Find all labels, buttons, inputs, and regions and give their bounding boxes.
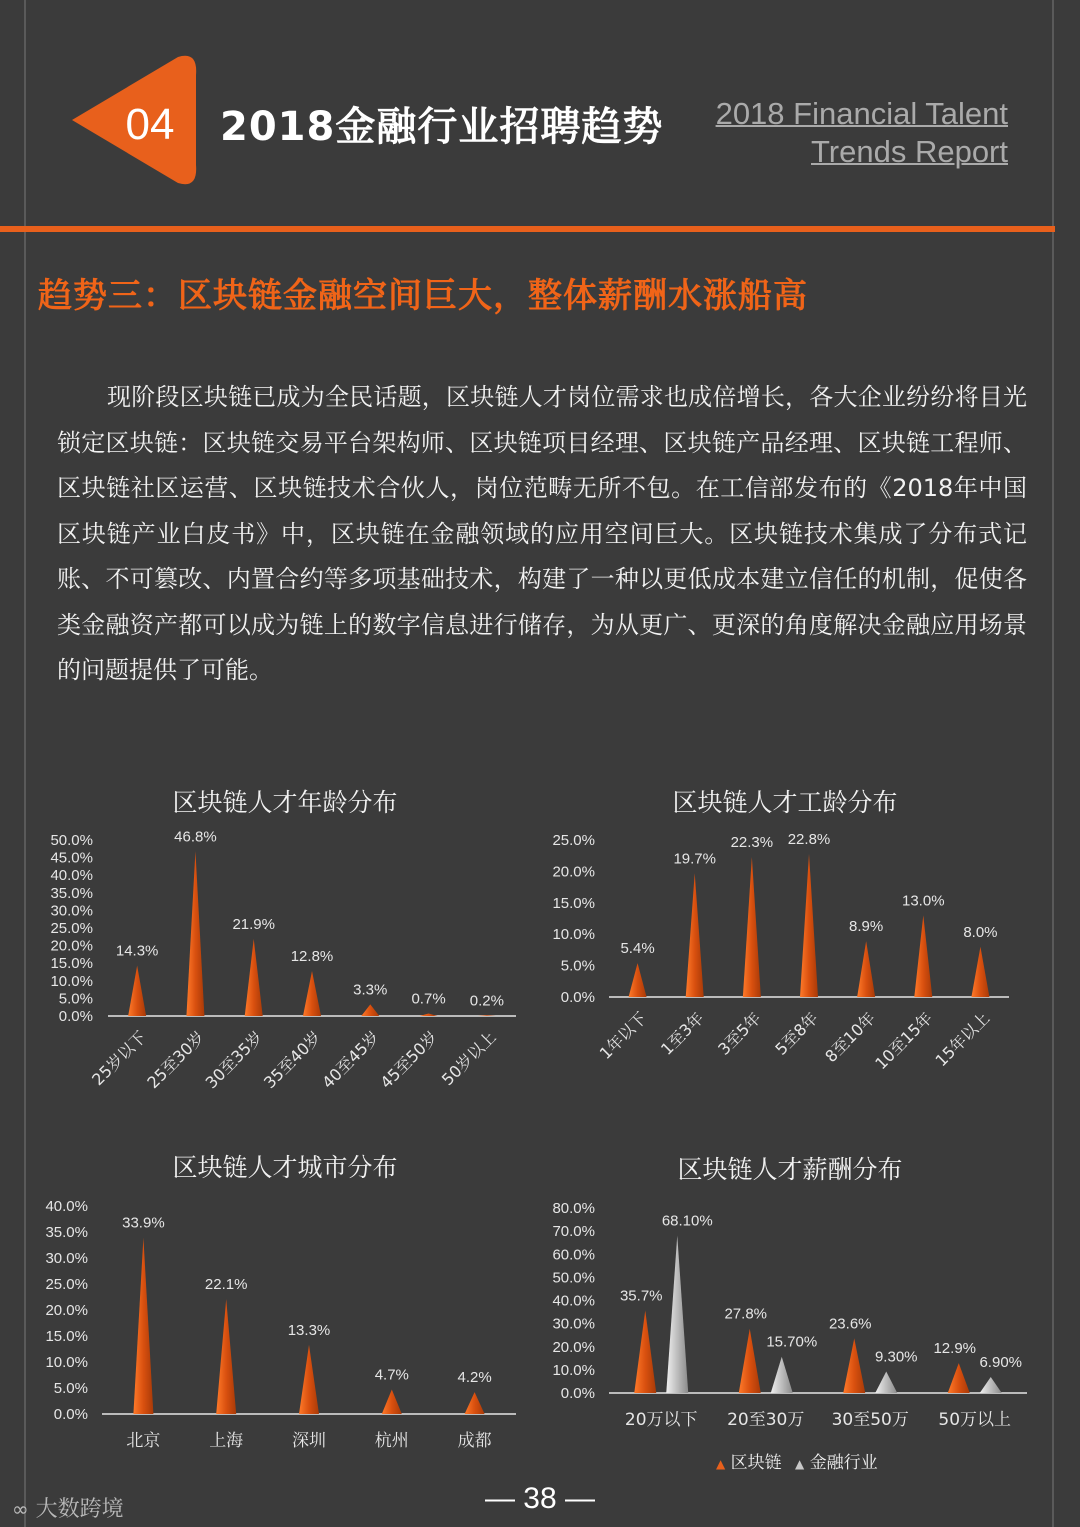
legend-marker-finance: ▲ (795, 1457, 805, 1471)
category-label: 1至3年 (657, 1008, 708, 1059)
y-tick-label: 0.0% (53, 1406, 88, 1423)
legend-marker-blockchain: ▲ (716, 1457, 726, 1471)
y-tick-label: 10.0% (45, 1354, 88, 1371)
bar (686, 873, 704, 997)
data-label: 68.10% (661, 1212, 713, 1230)
chart-city (30, 1190, 530, 1460)
category-label: 杭州 (374, 1431, 409, 1451)
bar (971, 947, 989, 997)
page-title-english (716, 95, 1008, 171)
y-tick-label: 15.0% (552, 894, 595, 912)
y-tick-label: 25.0% (552, 832, 595, 849)
bar (216, 1299, 236, 1414)
watermark (12, 1492, 124, 1523)
category-label: 35至40岁 (259, 1027, 325, 1093)
data-label: 8.9% (849, 918, 884, 936)
data-label: 4.2% (457, 1369, 492, 1387)
y-tick-label: 5.0% (560, 957, 595, 975)
data-label: 0.7% (411, 990, 446, 1008)
bar (743, 857, 761, 997)
bar-blockchain (948, 1363, 970, 1393)
data-label: 12.8% (290, 947, 334, 965)
y-tick-label: 25.0% (50, 920, 93, 937)
y-tick-label: 0.0% (560, 989, 595, 1006)
y-tick-label: 80.0% (552, 1200, 595, 1217)
data-label: 19.7% (673, 850, 716, 868)
bar (800, 854, 818, 997)
category-label: 20万以下 (624, 1410, 698, 1430)
data-label: 6.90% (979, 1354, 1023, 1372)
category-label: 5至8年 (771, 1008, 822, 1059)
y-tick-label: 20.0% (50, 937, 93, 955)
bar-finance (771, 1357, 793, 1393)
category-label: 15年以上 (931, 1008, 994, 1071)
y-tick-label: 30.0% (552, 1315, 595, 1333)
y-tick-label: 50.0% (552, 1269, 595, 1287)
category-label: 1年以下 (595, 1008, 651, 1063)
y-tick-label: 10.0% (552, 1361, 595, 1379)
category-label: 上海 (209, 1431, 244, 1451)
y-tick-label: 20.0% (552, 1338, 595, 1356)
category-label: 25岁以下 (88, 1027, 150, 1090)
data-label: 9.30% (874, 1348, 918, 1366)
data-label: 3.3% (353, 981, 388, 999)
category-label: 45至50岁 (376, 1027, 442, 1093)
category-label: 8至10年 (821, 1008, 879, 1067)
data-label: 35.7% (619, 1287, 663, 1305)
bar (245, 939, 263, 1016)
y-tick-label: 15.0% (50, 955, 93, 973)
data-label: 13.3% (287, 1321, 331, 1339)
bar (914, 915, 932, 997)
category-label: 50万以上 (938, 1410, 1012, 1430)
y-tick-label: 40.0% (50, 867, 93, 885)
bar (299, 1345, 319, 1414)
category-label: 50岁以上 (437, 1027, 500, 1090)
y-tick-label: 70.0% (552, 1223, 595, 1241)
bar-blockchain (843, 1338, 865, 1393)
y-tick-label: 50.0% (50, 832, 93, 849)
category-label: 20至30万 (727, 1410, 805, 1430)
y-tick-label: 25.0% (45, 1276, 88, 1293)
y-tick-label: 40.0% (45, 1198, 88, 1215)
y-tick-label: 20.0% (552, 863, 595, 881)
category-label: 3至5年 (714, 1008, 765, 1059)
y-tick-label: 10.0% (50, 972, 93, 990)
bar (303, 971, 321, 1016)
y-tick-label: 10.0% (552, 926, 595, 944)
section-badge-shape (70, 55, 200, 185)
y-tick-label: 0.0% (58, 1008, 93, 1025)
data-label: 46.8% (174, 828, 217, 846)
salary-legend (716, 1448, 878, 1473)
y-tick-label: 30.0% (45, 1250, 88, 1267)
data-label: 0.2% (469, 992, 504, 1010)
data-label: 8.0% (963, 923, 998, 941)
y-tick-label: 20.0% (45, 1302, 88, 1319)
data-label: 5.4% (620, 940, 655, 958)
bar (420, 1014, 438, 1016)
legend-label-blockchain: 区块链 (730, 1453, 782, 1473)
category-label: 北京 (126, 1431, 161, 1451)
y-tick-label: 15.0% (45, 1328, 88, 1345)
data-label: 22.3% (730, 833, 774, 851)
data-label: 15.70% (766, 1333, 818, 1351)
bar (361, 1004, 379, 1016)
header-divider (0, 226, 1055, 232)
y-tick-label: 35.0% (45, 1224, 88, 1241)
y-tick-label: 45.0% (50, 849, 93, 867)
page-number: — 38 — (484, 1482, 596, 1515)
chart-salary (535, 1190, 1035, 1435)
category-label: 成都 (457, 1431, 492, 1451)
data-label: 27.8% (724, 1305, 768, 1323)
category-label: 30至50万 (831, 1410, 909, 1430)
data-label: 12.9% (933, 1340, 977, 1358)
bar (629, 963, 647, 997)
bar-finance (875, 1371, 897, 1393)
data-label: 22.8% (787, 830, 831, 848)
chart-title-salary: 区块链人才薪酬分布 (677, 1155, 903, 1184)
watermark-logo-icon: ∞ (12, 1497, 29, 1521)
bar (857, 941, 875, 997)
bar (133, 1238, 153, 1414)
y-tick-label: 30.0% (50, 902, 93, 920)
bar-finance (666, 1236, 688, 1393)
category-label: 10至15年 (871, 1008, 937, 1074)
y-tick-label: 35.0% (50, 884, 93, 902)
title-en-line2: Trends Report (811, 134, 1008, 169)
chart-title-city: 区块链人才城市分布 (172, 1153, 398, 1182)
category-label: 深圳 (292, 1431, 326, 1451)
bar-blockchain (739, 1329, 761, 1393)
title-en-line1: 2018 Financial Talent (715, 96, 1008, 131)
section-badge (70, 55, 200, 185)
y-tick-label: 0.0% (560, 1385, 595, 1402)
chart-age (30, 820, 530, 1110)
category-label: 30至35岁 (201, 1027, 267, 1093)
bar (465, 1392, 485, 1414)
y-tick-label: 40.0% (552, 1292, 595, 1310)
legend-label-finance: 金融行业 (809, 1453, 878, 1473)
data-label: 4.7% (374, 1366, 409, 1384)
chart-title-tenure: 区块链人才工龄分布 (672, 788, 898, 817)
bar (382, 1390, 402, 1414)
y-tick-label: 5.0% (53, 1380, 88, 1397)
bar (128, 966, 146, 1016)
y-tick-label: 60.0% (552, 1246, 595, 1264)
data-label: 23.6% (828, 1315, 872, 1333)
chart-tenure (535, 820, 1035, 1090)
y-tick-label: 5.0% (58, 990, 93, 1008)
data-label: 13.0% (902, 892, 945, 910)
chart-title-age: 区块链人才年龄分布 (172, 788, 398, 817)
bar (186, 851, 204, 1016)
data-label: 22.1% (204, 1276, 248, 1294)
page-title: 2018金融行业招聘趋势 (220, 104, 664, 150)
trend-heading: 趋势三：区块链金融空间巨大，整体薪酬水涨船高 (38, 276, 808, 316)
data-label: 14.3% (115, 942, 159, 960)
data-label: 33.9% (122, 1214, 165, 1232)
bar-finance (980, 1377, 1002, 1393)
category-label: 40至45岁 (318, 1027, 384, 1093)
section-number: 04 (125, 100, 175, 149)
trend-paragraph: 现阶段区块链已成为全民话题，区块链人才岗位需求也成倍增长，各大企业纷纷将目光锁定区块链：区块链交易平台架构师、区块链项目经理、区块链产品经理、区块链工程师、区块链社区运营、区块链技术合伙人，岗位范畴无所不包。在工信部发布的《2018年中国区块链产业白皮书》中，区块链在金融领域的应用空间巨大。区块链技术集成了分布式记账、不可篡改、内置合约等多项基础技术，构建了一种以更低成本建立信任的机制，促使各类金融资产都可以成为链上的数字信息进行储存，为从更广、更深的角度解决金融应用场景的问题提供了可能。 (57, 383, 1027, 684)
category-label: 25至30岁 (143, 1027, 209, 1093)
bar-blockchain (634, 1310, 656, 1393)
watermark-text: 大数跨境 (35, 1497, 124, 1522)
data-label: 21.9% (232, 915, 275, 933)
